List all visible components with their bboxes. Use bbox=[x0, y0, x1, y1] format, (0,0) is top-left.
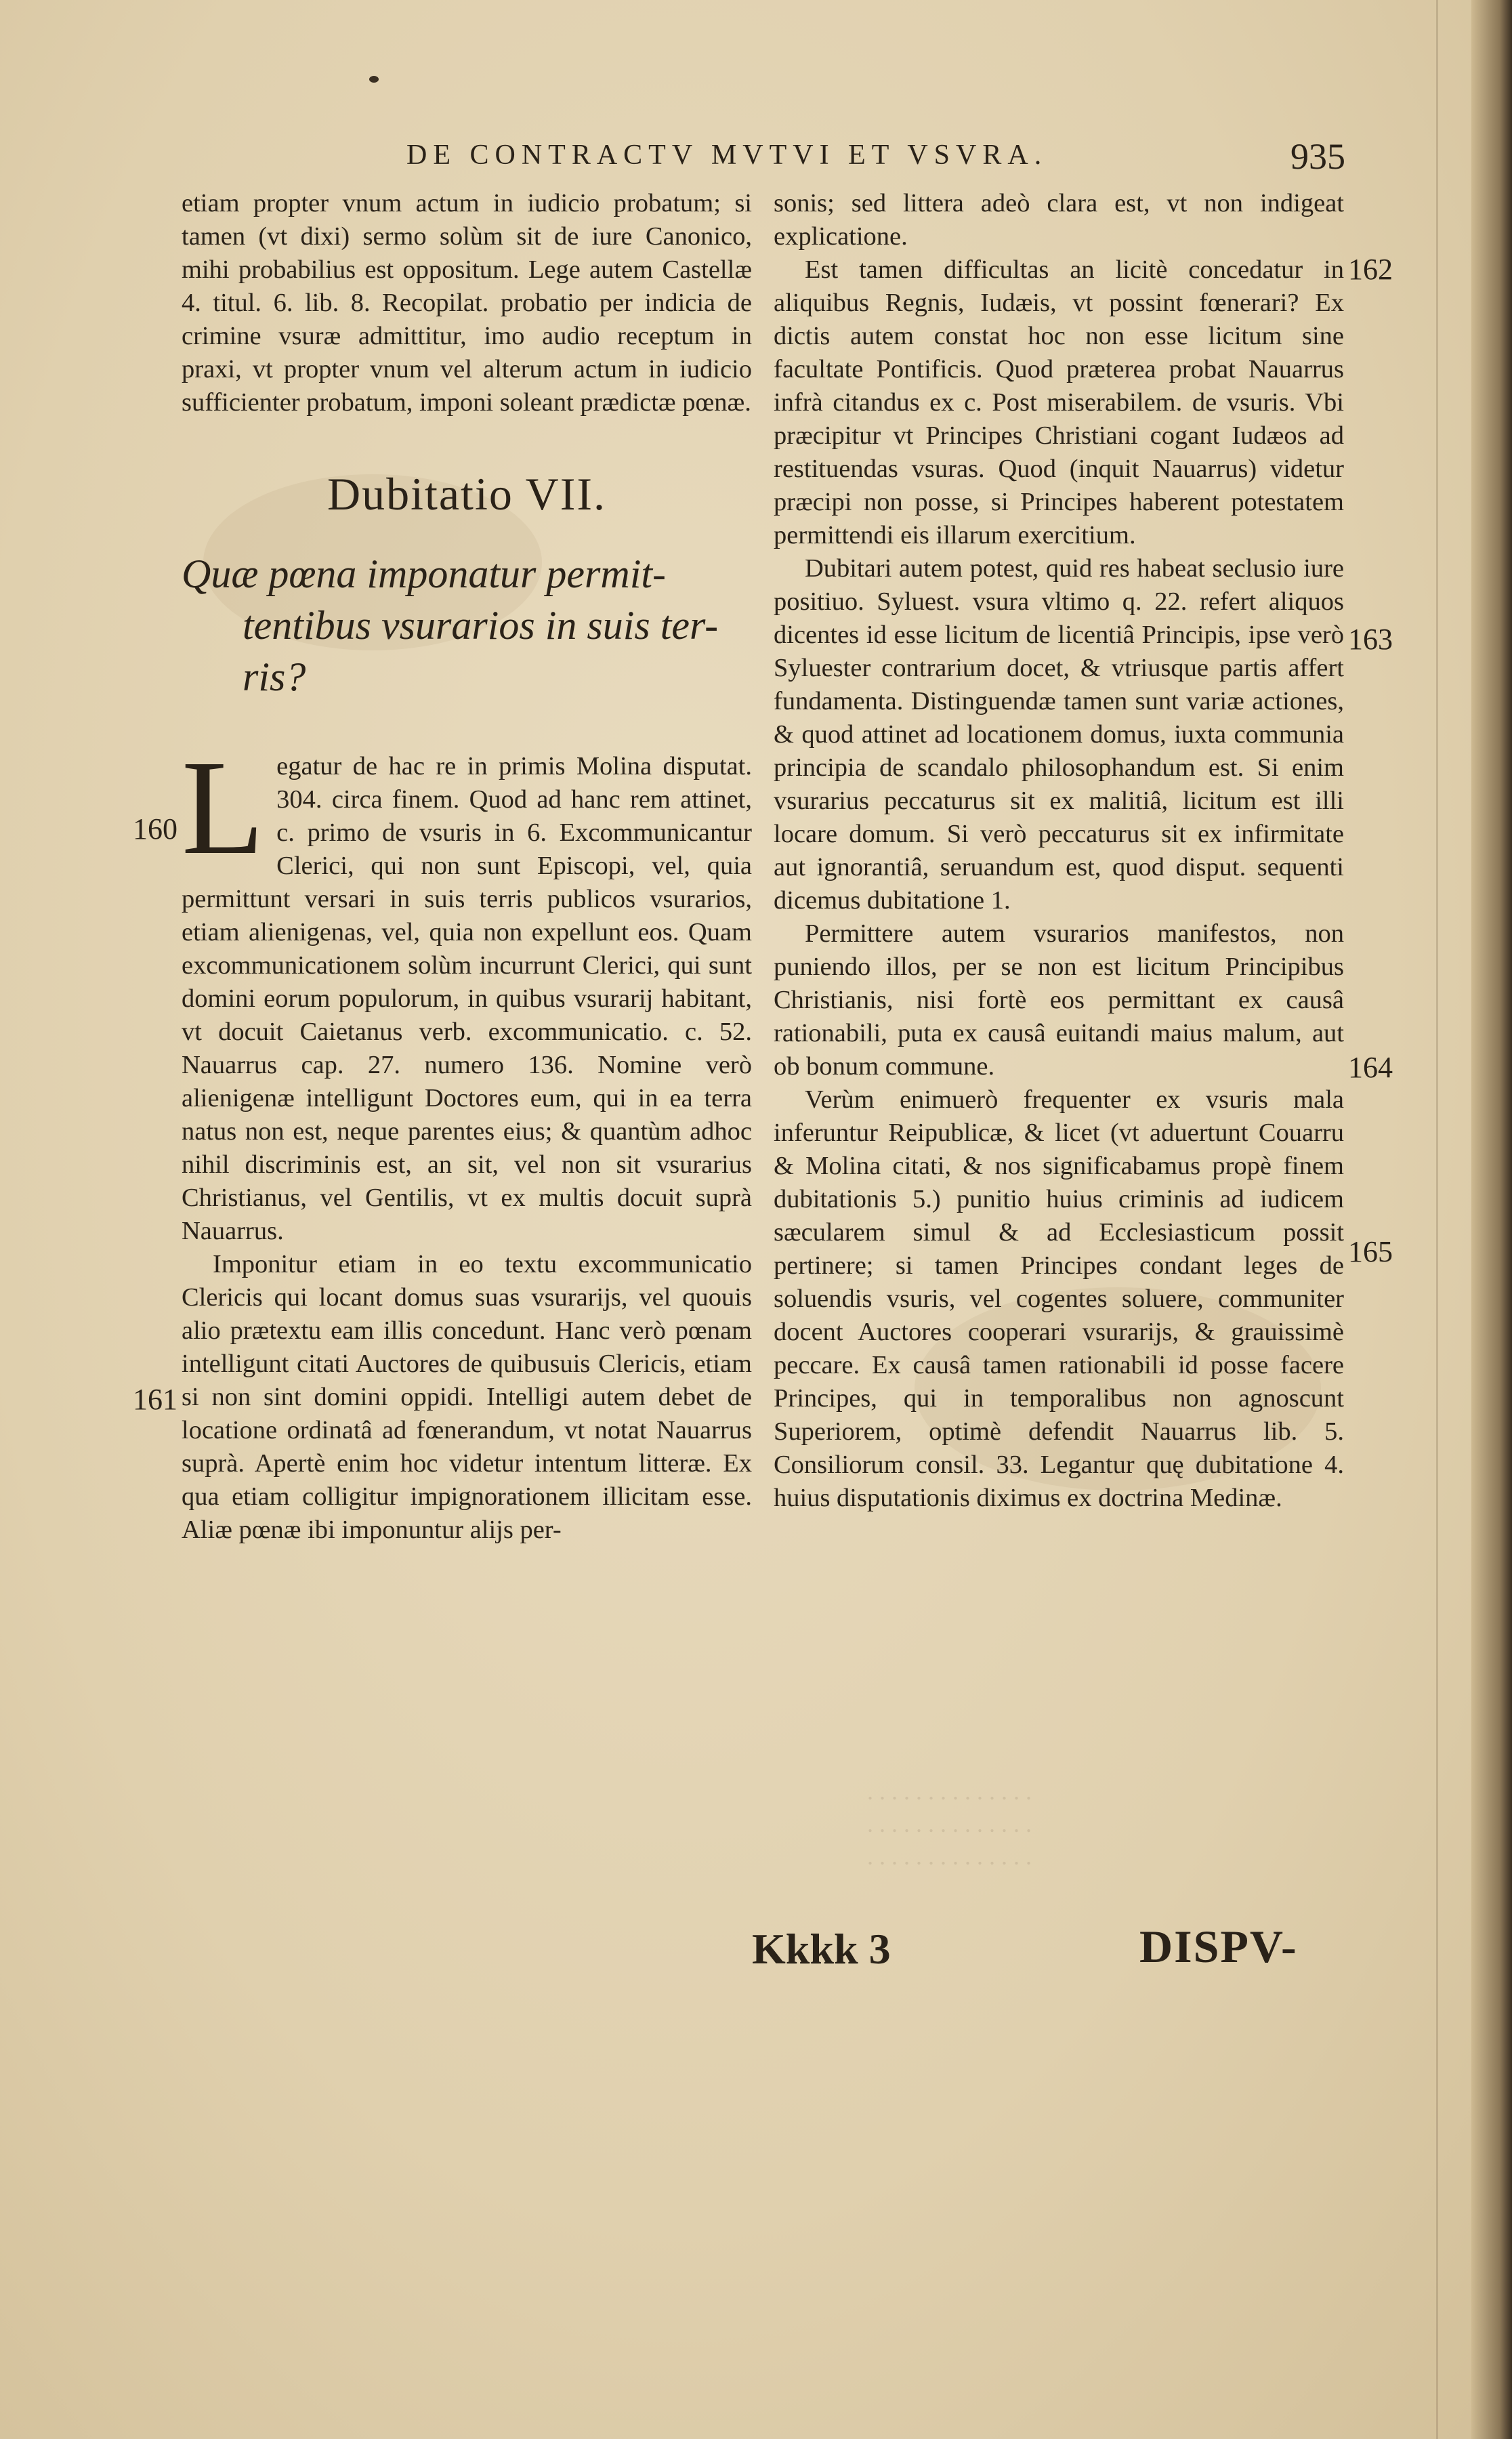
paragraph-162: Est tamen difficultas an licitè concedatur in aliquibus Regnis, Iudæis, vt possint fœnerari? Ex dictis autem constat hoc non esse licitum sine facultate Pontificis. Quod præterea probat Nauarrus infrà citandus ex c. Post miserabilem. de vsuris. Vbi præcipitur vt Principes Christiani cogant Iudæos ad restituendas vsuras. Quod (inquit Nauarrus) videtur præcipi non posse, si Principes haberent potestatem permittendi eis illarum exercitium. bbox=[774, 255, 1344, 549]
right-intro-paragraph: sonis; sed littera adeò clara est, vt non indigeat explicatione. bbox=[774, 189, 1344, 251]
paragraph-161: Imponitur etiam in eo textu excommunicatio Clericis qui locant domus suas vsurarijs, vel quouis alio prætextu eam illis concedunt. Hanc verò pœnam intelligunt citati Auctores de quibusuis Clericis, etiam si non sint domini oppidi. Intelligi autem debet de locatione ordinatâ ad fœnerandum, vt notat Nauarrus suprà. Apertè enim hoc videtur intentum litteræ. Ex qua etiam colligitur impignorationem illicitam esse. Aliæ pœnæ ibi imponuntur alijs per- bbox=[182, 1250, 752, 1544]
paragraph-165: Verùm enimuerò frequenter ex vsuris mala inferuntur Reipublicæ, & licet (vt aduertunt Couarru & Molina citati, & nos significabamus propè finem dubitationis 5.) punitio huius criminis ad iudicem sæcularem simul & ad Ecclesiasticum possit pertinere; si tamen Principes condant leges de soluendis vsuris, vel cogentes soluere, communiter docent Auctores cooperari vsurarijs, & grauissimè peccare. Ex causâ tamen rationabili id posse facere Principes, qui in temporalibus non agnoscunt Superiorem, optimè defendit Nauarrus lib. 5. Consiliorum consil. 33. Legantur quę dubitatione 4. huius disputationis diximus ex doctrina Medinæ. bbox=[774, 1085, 1344, 1512]
margin-number-164: 164 bbox=[1348, 1051, 1393, 1084]
left-column bbox=[182, 187, 752, 1547]
ink-speck bbox=[369, 76, 379, 83]
paragraph-text: egatur de hac re in primis Molina disputat. 304. circa finem. Quod ad hanc rem attinet, c. primo de vsuris in 6. Excommunicantur Clerici, qui non sunt Episcopi, vel, quia permittunt versari in suis terris publicos vsurarios, etiam alienigenas, vel, quia non expellunt eos. Quam excommunicationem solùm incurrunt Clerici, qui sunt domini eorum populorum, in quibus vsurarij habitant, vt docuit Caietanus verb. excommunicatio. c. 52. Nauarrus cap. 27. numero 136. Nomine verò alienigenæ intelligunt Doctores eum, qui in ea terra natus non est, neque parentes eius; & quantùm adhoc nihil discriminis est, an sit, vel non sit vsurarius Christianus, vel Gentilis, vt ex multis docuit suprà Nauarrus. bbox=[182, 752, 752, 1245]
bleed-through-text: . . . . . . . . . . . . . . . . . . . . . . . . . . . . . . . . . . . . . . . . . . bbox=[867, 1778, 1032, 1870]
signature-mark: Kkkk 3 bbox=[752, 1925, 891, 1973]
left-intro-paragraph: etiam propter vnum actum in iudicio probatum; si tamen (vt dixi) sermo solùm sit de iure Canonico, mihi probabilius est oppositum. Lege autem Castellæ 4. titul. 6. lib. 8. Recopilat. probatio per indicia de crimine vsuræ admittitur, imo audio receptum in praxi, vt propter vnum vel alterum actum in iudicio sufficienter probatum, imponi soleant prædictæ pœnæ. bbox=[182, 189, 752, 417]
margin-number-163: 163 bbox=[1348, 623, 1393, 656]
paragraph-163: Dubitari autem potest, quid res habeat seclusio iure positiuo. Syluest. vsura vltimo q. 22. refert aliquos dicentes id esse licitum de licentiâ Principis, ipse verò Syluester contrarium docet, & vtriusque partis affert fundamenta. Distinguendæ tamen sunt variæ actiones, & quod attinet ad locationem domus, iuxta communia principia de scandalo philosophandum est. Si enim vsurarius peccaturus sit ex malitiâ, licitum est illi locare domum. Si verò peccaturus sit ex infirmitate aut ignorantiâ, seruandum est, quod disput. sequenti dicemus dubitatione 1. bbox=[774, 554, 1344, 915]
question-line: ris? bbox=[243, 654, 306, 699]
catchword: DISPV- bbox=[1139, 1921, 1298, 1972]
page-fold bbox=[1436, 0, 1438, 2439]
margin-number-160: 160 bbox=[133, 812, 177, 846]
margin-number-161: 161 bbox=[133, 1383, 177, 1416]
right-column bbox=[774, 187, 1344, 1515]
question-line: tentibus vsurarios in suis ter- bbox=[243, 603, 719, 648]
question-title bbox=[182, 548, 752, 703]
page-edge-shadow bbox=[1471, 0, 1512, 2439]
section-heading: Dubitatio VII. bbox=[327, 468, 607, 520]
paragraph-164: Permittere autem vsurarios manifestos, non puniendo illos, per se non est licitum Principibus Christianis, nisi fortè eos permittant ex causâ rationabili, puta ex causâ euitandi maius malum, aut ob bonum commune. bbox=[774, 919, 1344, 1081]
margin-number-162: 162 bbox=[1348, 253, 1393, 286]
page-number: 935 bbox=[1290, 136, 1345, 177]
margin-number-165: 165 bbox=[1348, 1235, 1393, 1268]
question-line: Quæ pœna imponatur permit- bbox=[182, 551, 667, 596]
paragraph-160 bbox=[182, 733, 752, 1248]
running-head: DE CONTRACTV MVTVI ET VSVRA. bbox=[406, 140, 1048, 171]
drop-cap: L bbox=[182, 733, 265, 883]
